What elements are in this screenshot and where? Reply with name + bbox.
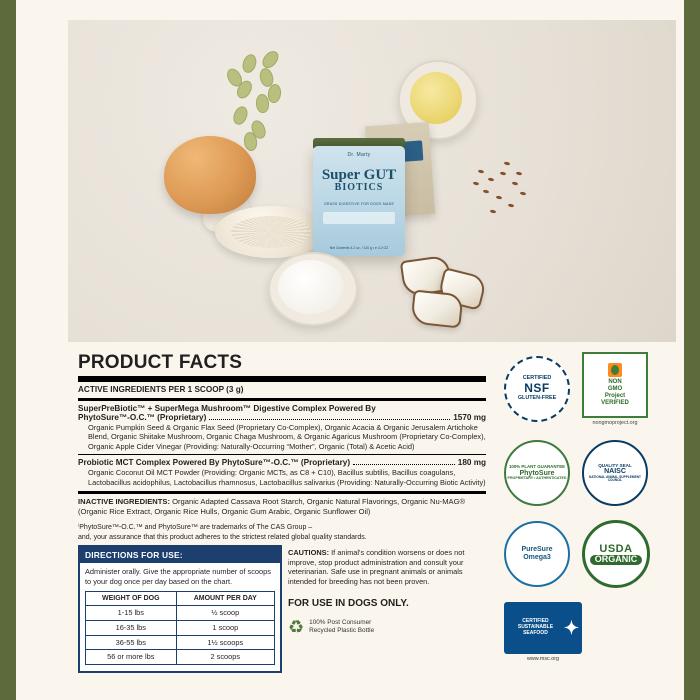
jar-net-contents: Net Contents 4.2 oz. / 120 g • e 4.2 OZ bbox=[329, 246, 389, 250]
ingredient-name-line1: Probiotic MCT Complex Powered By PhytoSure™-O.C.™ (Proprietary) bbox=[78, 458, 351, 468]
cell-amount: 2 scoops bbox=[176, 650, 274, 665]
jar-product-name bbox=[313, 168, 405, 193]
ingredient-name-line1: SuperPreBiotic™ + SuperMega Mushroom™ Digestive Complex Powered By bbox=[78, 404, 376, 413]
seal-main-text: USDA bbox=[599, 543, 633, 555]
yogurt-contents bbox=[278, 260, 344, 314]
product-facts-panel bbox=[78, 352, 486, 542]
trademark-note-line2: and, your assurance that this product adheres to the strictest related global quality standards. bbox=[78, 533, 367, 541]
non-gmo-project-seal bbox=[582, 352, 648, 418]
divider-thin bbox=[78, 454, 486, 455]
ingredient-amount: 180 mg bbox=[457, 458, 486, 468]
cell-amount: 1 scoop bbox=[176, 620, 274, 635]
mushroom-gills bbox=[231, 216, 311, 248]
seal-row bbox=[504, 602, 684, 662]
jar-product-line1: Super GUT bbox=[321, 167, 397, 183]
seal-top-text: NON bbox=[608, 379, 622, 386]
seal-main-text: NAISC bbox=[604, 468, 626, 476]
seal-bottom-text: GLUTEN-FREE bbox=[517, 394, 557, 401]
usda-organic-seal bbox=[582, 520, 650, 588]
divider-medium bbox=[78, 491, 486, 494]
cautions-text: If animal's condition worsens or does not improve, stop product administration and consult your veterinarian. Safe use in pregnant animals or animals intended for breeding has not been proven. bbox=[288, 548, 465, 586]
directions-text: Administer orally. Give the appropriate number of scoops to your dog once per day based on the chart. bbox=[85, 567, 271, 586]
ingredient-entry bbox=[78, 404, 486, 451]
cell-weight: 56 or more lbs bbox=[86, 650, 177, 665]
cautions-label: CAUTIONS: bbox=[288, 548, 330, 557]
non-gmo-caption: nongmoproject.org bbox=[592, 420, 638, 426]
jar-subtitle: GRASS DIGESTIVE FOR DOGS MADE bbox=[323, 202, 395, 206]
seal-row bbox=[504, 520, 684, 588]
seal-bottom-text: ORGANIC bbox=[590, 555, 643, 565]
cell-weight: 36-55 lbs bbox=[86, 635, 177, 650]
jar-brand: Dr. Marty bbox=[347, 152, 371, 158]
butterfly-icon bbox=[608, 363, 622, 377]
ingredient-name-row bbox=[78, 404, 486, 413]
seal-bottom-text: Project bbox=[604, 393, 626, 399]
seal-main-text: PhytoSure bbox=[519, 469, 555, 477]
divider-medium bbox=[78, 398, 486, 401]
table-header-row bbox=[86, 592, 275, 606]
ingredient-detail: Organic Coconut Oil MCT Powder (Providing: Organic MCTs, as C8 + C10), Bacillus subtilis, Bacillus coagulans, Lactobacillus acidophilus, Lactobacillus rhamnosus, Lactobacillus salivarius (Providing: Naturally-Occurring Biotic Activity) bbox=[88, 468, 486, 487]
cell-amount: ½ scoop bbox=[176, 606, 274, 621]
seal-bottom-text: Omega3 bbox=[523, 554, 551, 561]
seal-top-text: QUALITY SEAL bbox=[598, 463, 632, 469]
ingredient-name-line2: PhytoSure™-O.C.™ (Proprietary) bbox=[78, 413, 207, 422]
table-row bbox=[86, 635, 275, 650]
seal-top-text: CERTIFIED SUSTAINABLE SEAFOOD bbox=[517, 618, 554, 636]
hero-product-photo bbox=[68, 20, 676, 342]
inactive-ingredients bbox=[78, 497, 486, 517]
mushroom-cap bbox=[164, 136, 256, 214]
ingredient-amount: 1570 mg bbox=[453, 413, 486, 422]
seal-bottom-text: NATIONAL ANIMAL SUPPLEMENT COUNCIL bbox=[589, 474, 641, 483]
directions-body bbox=[80, 563, 280, 671]
label-page bbox=[16, 0, 684, 700]
msc-caption: www.msc.org bbox=[526, 656, 560, 662]
inactive-ingredients-text: Organic Adapted Cassava Root Starch, Organic Natural Flavorings, Organic Nu-MAG® (Organic Rice Extract, Organic Rice Hulls, Organic Gum Arabic, Organic Sunflower Oil) bbox=[78, 497, 466, 517]
jar-product-line2: BIOTICS bbox=[334, 182, 384, 193]
seal-main-text: PureSure bbox=[521, 546, 553, 554]
table-row bbox=[86, 606, 275, 621]
fish-icon: ✦ bbox=[563, 617, 579, 638]
right-green-border bbox=[684, 0, 700, 700]
recycle-icon: ♻ bbox=[288, 617, 305, 637]
recycle-line1: 100% Post Consumer bbox=[309, 619, 372, 626]
product-facts-title: PRODUCT FACTS bbox=[78, 352, 243, 373]
jar-band bbox=[323, 212, 395, 224]
dosage-table bbox=[85, 591, 275, 665]
nsf-gluten-free-seal bbox=[504, 356, 570, 422]
ingredient-amount-row bbox=[78, 458, 486, 467]
seal-top-text: CERTIFIED bbox=[522, 375, 552, 382]
ingredient-detail: Organic Pumpkin Seed & Organic Flax Seed (Proprietary Co-Complex), Organic Acacia & Organic Jerusalem Artichoke Blend, Organic Shiitake Mushroom, Organic Chaga Mushroom, & Organic Agaricus Mushroom (Proprietary Co-Complex), Organic Apple Cider Vinegar (Providing: Naturally-Occurring “Mother”, Organic (Total) & Acetic Acid) bbox=[88, 423, 486, 451]
inactive-ingredients-label: INACTIVE INGREDIENTS: bbox=[78, 497, 170, 507]
table-row bbox=[86, 620, 275, 635]
seal-row bbox=[504, 440, 684, 506]
recycle-line2: Recycled Plastic Bottle bbox=[309, 627, 375, 634]
seal-main-text: NSF bbox=[524, 381, 550, 396]
cell-weight: 16-35 lbs bbox=[86, 620, 177, 635]
cell-amount: 1½ scoops bbox=[176, 635, 274, 650]
cautions-block bbox=[288, 548, 488, 610]
table-row bbox=[86, 650, 275, 665]
leader-dots bbox=[353, 464, 455, 465]
ingredient-amount-row bbox=[78, 413, 486, 422]
trademark-note-line1: ⁱPhytoSure™-O.C.™ and PhytoSure™ are trademarks of The CAS Group – bbox=[78, 524, 313, 532]
left-green-border bbox=[0, 0, 16, 700]
cell-weight: 1-15 lbs bbox=[86, 606, 177, 621]
divider-heavy bbox=[78, 376, 486, 382]
directions-header: DIRECTIONS FOR USE: bbox=[80, 547, 280, 563]
pure-omega3-seal bbox=[504, 521, 570, 587]
seal-row bbox=[504, 352, 684, 426]
phytosure-seal bbox=[504, 440, 570, 506]
product-jar bbox=[313, 146, 405, 256]
msc-certified-seafood-seal bbox=[504, 602, 582, 654]
recycle-text bbox=[309, 619, 374, 635]
trademark-note bbox=[78, 523, 486, 542]
oil-liquid bbox=[410, 72, 462, 124]
ingredient-entry bbox=[78, 458, 486, 487]
leader-dots bbox=[209, 419, 450, 420]
for-use-in-dogs-only: FOR USE IN DOGS ONLY. bbox=[288, 597, 409, 609]
seal-main-text: GMO bbox=[607, 386, 623, 393]
naisc-quality-seal bbox=[582, 440, 648, 506]
recycle-block bbox=[288, 618, 374, 636]
certification-seals bbox=[504, 352, 684, 676]
seal-top-text: 100% PLANT GUARANTEE bbox=[508, 463, 566, 469]
active-ingredients-header: ACTIVE INGREDIENTS PER 1 SCOOP (3 g) bbox=[78, 385, 244, 394]
directions-box bbox=[78, 545, 282, 673]
seal-extra-text: VERIFIED bbox=[601, 399, 629, 406]
column-header-weight: WEIGHT OF DOG bbox=[86, 592, 177, 606]
seal-bottom-text: PROPRIETARY • AUTHENTICATED bbox=[507, 476, 567, 481]
column-header-amount: AMOUNT PER DAY bbox=[176, 592, 274, 606]
